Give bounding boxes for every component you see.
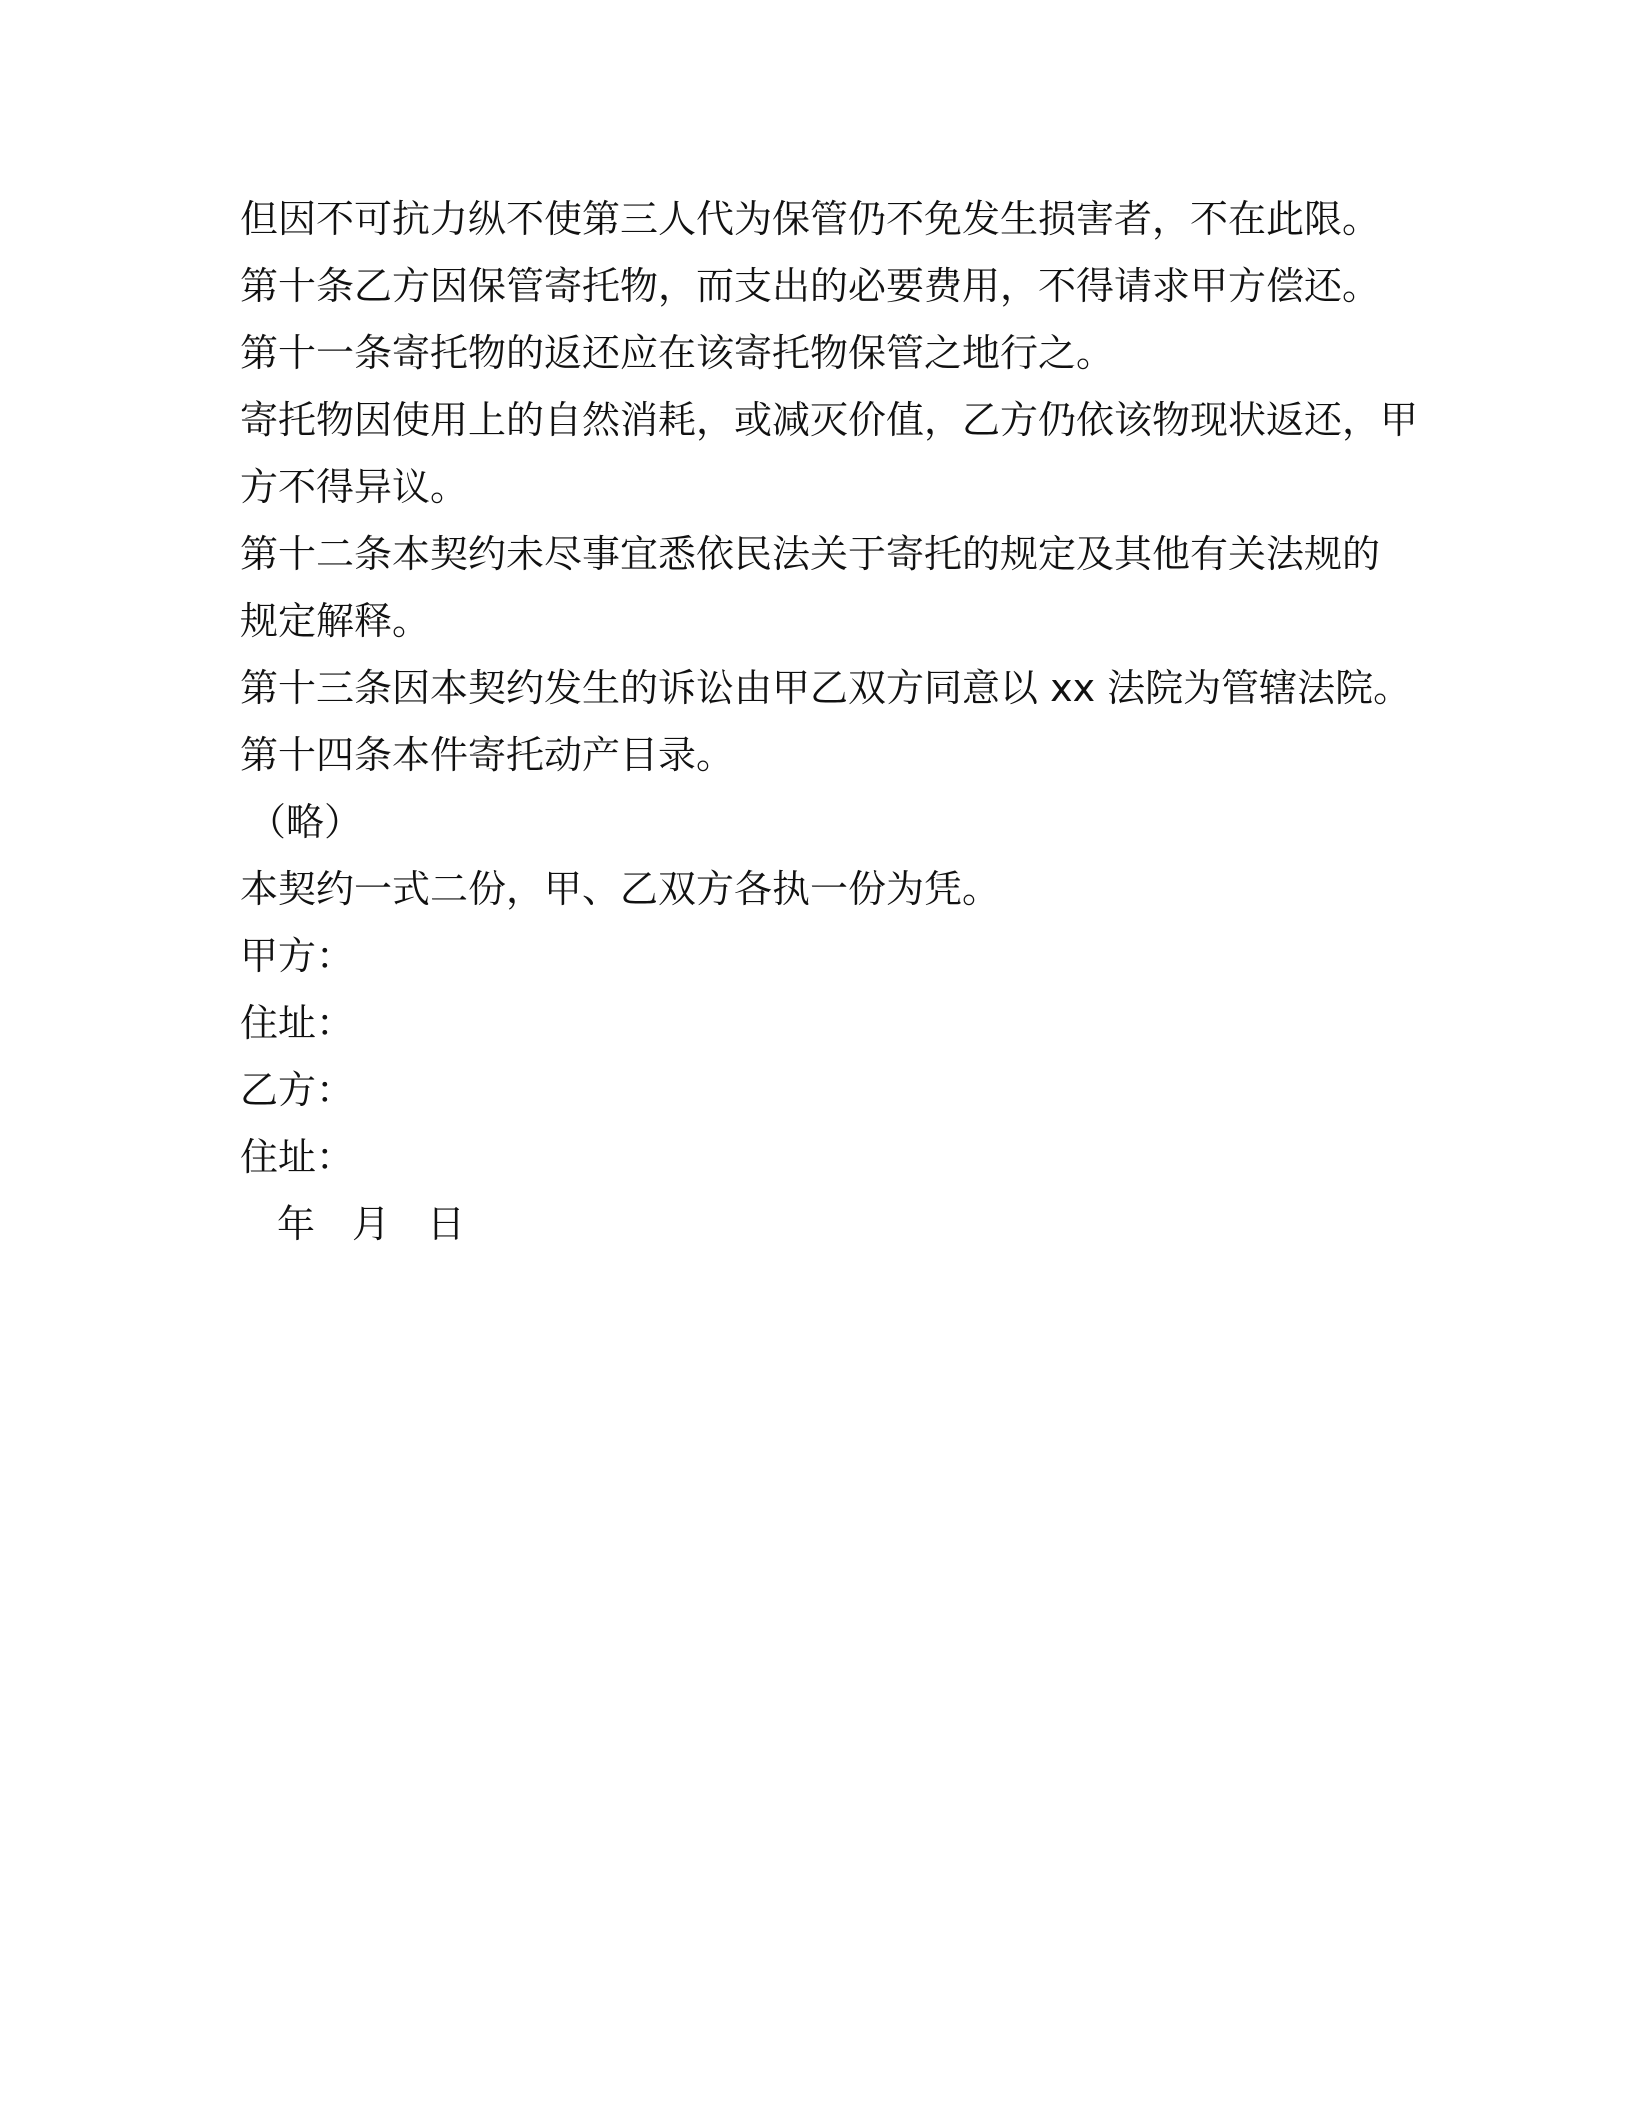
date-line bbox=[240, 1191, 1410, 1258]
day-label: 日 bbox=[427, 1202, 466, 1246]
clause-13: 第十三条因本契约发生的诉讼由甲乙双方同意以 xx 法院为管辖法院。 bbox=[240, 666, 1412, 710]
party-a-label: 甲方： bbox=[240, 934, 355, 978]
copies-statement: 本契约一式二份，甲、乙双方各执一份为凭。 bbox=[240, 867, 1001, 911]
party-a-address-label: 住址： bbox=[240, 1001, 355, 1045]
year-label: 年 bbox=[277, 1202, 316, 1246]
month-label: 月 bbox=[352, 1202, 391, 1246]
contract-body bbox=[240, 186, 1419, 1258]
party-b-address-label: 住址： bbox=[240, 1135, 355, 1179]
clause-line-continuation: 但因不可抗力纵不使第三人代为保管仍不免发生损害者，不在此限。 bbox=[240, 197, 1381, 241]
clause-11-continuation-line-1: 寄托物因使用上的自然消耗，或减灭价值，乙方仍依该物现状返还，甲 bbox=[240, 398, 1419, 442]
clause-11-continuation-line-2: 方不得异议。 bbox=[240, 465, 469, 509]
clause-12-line-2: 规定解释。 bbox=[240, 599, 431, 643]
party-b-label: 乙方： bbox=[240, 1068, 355, 1112]
clause-12-line-1: 第十二条本契约未尽事宜悉依民法关于寄托的规定及其他有关法规的 bbox=[240, 532, 1381, 576]
clause-14: 第十四条本件寄托动产目录。 bbox=[240, 733, 735, 777]
omitted-note: （略） bbox=[248, 800, 363, 844]
clause-10: 第十条乙方因保管寄托物，而支出的必要费用，不得请求甲方偿还。 bbox=[240, 264, 1381, 308]
clause-11: 第十一条寄托物的返还应在该寄托物保管之地行之。 bbox=[240, 331, 1115, 375]
